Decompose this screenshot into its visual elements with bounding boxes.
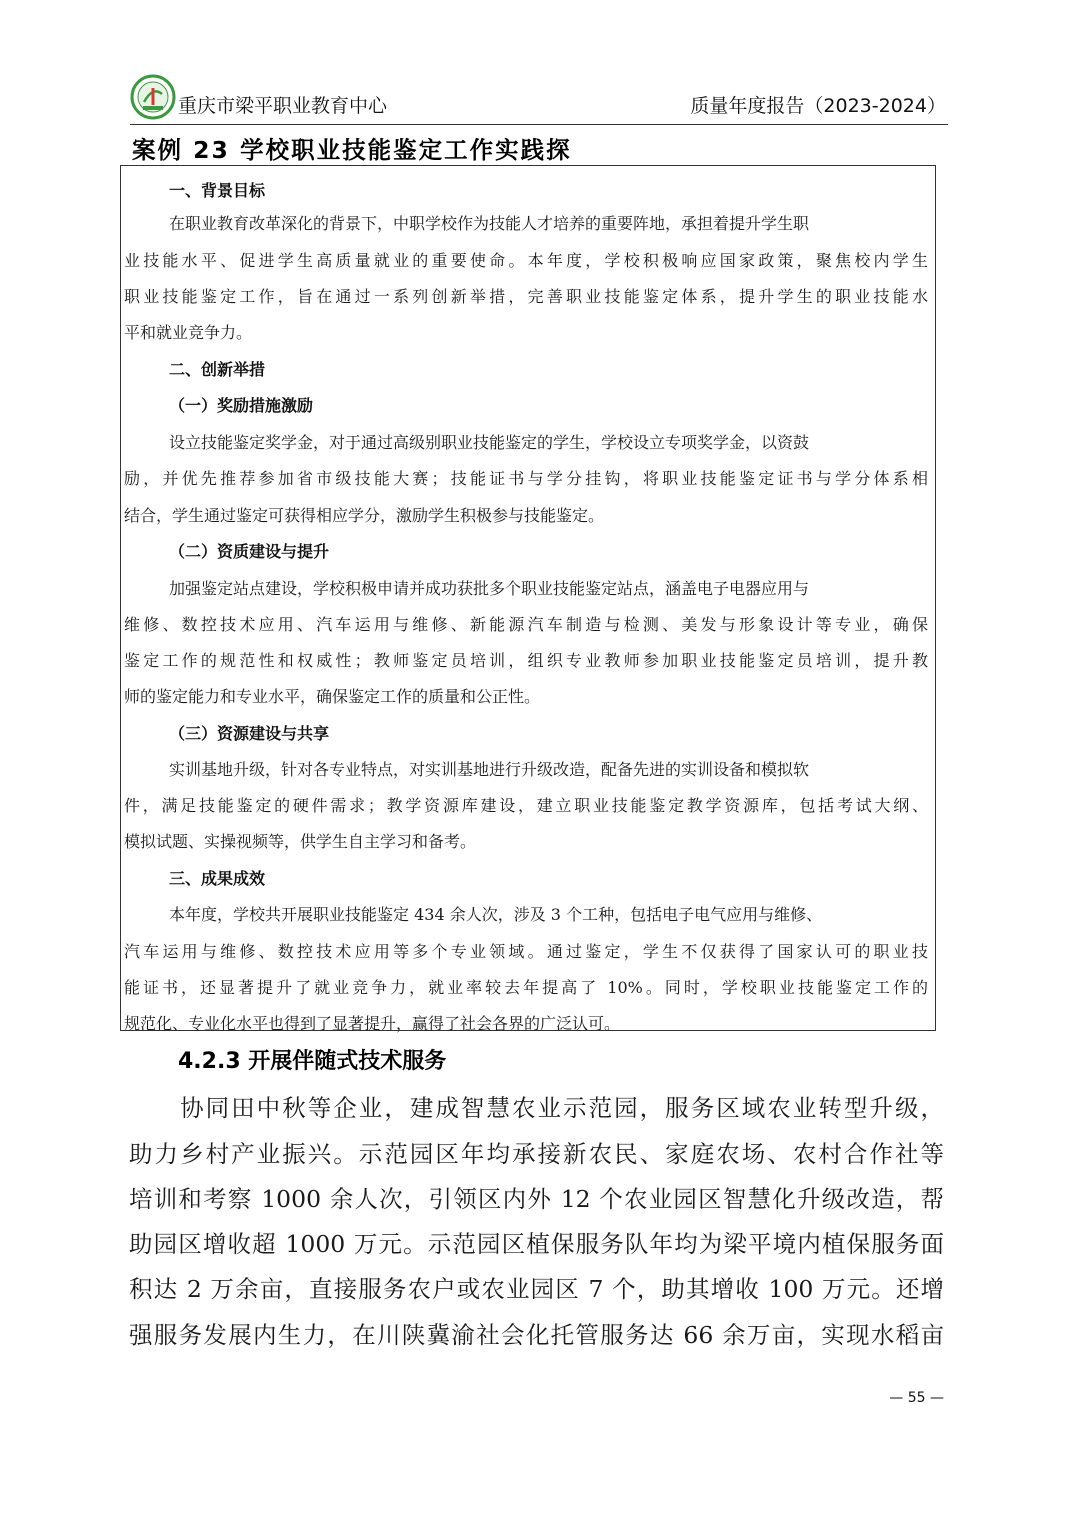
case-paragraph-line: 师的鉴定能力和专业水平，确保鉴定工作的质量和公正性。 xyxy=(124,687,541,706)
case-paragraph-line: 平和就业竞争力。 xyxy=(124,323,253,342)
case-paragraph-line: 加强鉴定站点建设，学校积极申请并成功获批多个职业技能鉴定站点，涵盖电子电器应用与 xyxy=(169,579,810,598)
case-paragraph-line: 规范化、专业化水平也得到了显著提升，赢得了社会各界的广泛认可。 xyxy=(124,1014,621,1033)
report-title: 质量年度报告（2023-2024） xyxy=(690,95,946,117)
school-logo-icon xyxy=(130,74,176,120)
case-subheading: 三、成果成效 xyxy=(169,869,266,888)
case-paragraph-line: 模拟试题、实操视频等，供学生自主学习和备考。 xyxy=(124,832,477,851)
case-paragraph-line: 励，并优先推荐参加省市级技能大赛；技能证书与学分挂钩，将职业技能鉴定证书与学分体系相 xyxy=(124,469,928,488)
page-header xyxy=(130,72,948,125)
case-paragraph-line: 鉴定工作的规范性和权威性；教师鉴定员培训，组织专业教师参加职业技能鉴定员培训，提升教 xyxy=(124,651,928,670)
case-paragraph-line: 结合，学生通过鉴定可获得相应学分，激励学生积极参与技能鉴定。 xyxy=(124,506,605,525)
body-paragraph-line: 强服务发展内生力，在川陕冀渝社会化托管服务达 66 余万亩，实现水稻亩 xyxy=(129,1321,944,1349)
case-subheading: （三）资源建设与共享 xyxy=(169,724,330,743)
school-name: 重庆市梁平职业教育中心 xyxy=(178,95,388,117)
section-title: 4.2.3 开展伴随式技术服务 xyxy=(178,1049,447,1074)
case-paragraph-line: 维修、数控技术应用、汽车运用与维修、新能源汽车制造与检测、美发与形象设计等专业，确保 xyxy=(124,615,928,634)
case-subheading: （一）奖励措施激励 xyxy=(169,396,314,415)
case-paragraph-line: 件，满足技能鉴定的硬件需求；教学资源库建设，建立职业技能鉴定教学资源库，包括考试大纲、 xyxy=(124,796,928,815)
case-box xyxy=(120,165,936,1031)
case-paragraph-line: 汽车运用与维修、数控技术应用等多个专业领域。通过鉴定，学生不仅获得了国家认可的职业技 xyxy=(124,942,928,961)
case-paragraph-line: 本年度，学校共开展职业技能鉴定 434 余人次，涉及 3 个工种，包括电子电气应用与维修、 xyxy=(169,905,823,924)
body-paragraph-line: 积达 2 万余亩，直接服务农户或农业园区 7 个，助其增收 100 万元。还增 xyxy=(129,1275,944,1303)
case-title: 案例 23 学校职业技能鉴定工作实践探 xyxy=(132,136,572,164)
case-subheading: 一、背景目标 xyxy=(169,181,266,200)
case-paragraph-line: 在职业教育改革深化的背景下，中职学校作为技能人才培养的重要阵地，承担着提升学生职 xyxy=(169,214,810,233)
case-subheading: （二）资质建设与提升 xyxy=(169,542,330,561)
case-subheading: 二、创新举措 xyxy=(169,360,266,379)
case-paragraph-line: 实训基地升级，针对各专业特点，对实训基地进行升级改造，配备先进的实训设备和模拟软 xyxy=(169,760,810,779)
body-paragraph-line: 协同田中秋等企业，建成智慧农业示范园，服务区域农业转型升级， xyxy=(129,1094,944,1122)
case-paragraph-line: 设立技能鉴定奖学金，对于通过高级别职业技能鉴定的学生，学校设立专项奖学金，以资鼓 xyxy=(169,433,810,452)
page-number: — 55 — xyxy=(889,1390,944,1406)
body-paragraph-line: 助园区增收超 1000 万元。示范园区植保服务队年均为梁平境内植保服务面 xyxy=(129,1230,944,1258)
body-paragraph-line: 培训和考察 1000 余人次，引领区内外 12 个农业园区智慧化升级改造，帮 xyxy=(129,1185,944,1213)
case-paragraph-line: 职业技能鉴定工作，旨在通过一系列创新举措，完善职业技能鉴定体系，提升学生的职业技能水 xyxy=(124,287,928,306)
case-paragraph-line: 能证书，还显著提升了就业竞争力，就业率较去年提高了 10%。同时，学校职业技能鉴定工作的 xyxy=(124,978,928,997)
case-paragraph-line: 业技能水平、促进学生高质量就业的重要使命。本年度，学校积极响应国家政策，聚焦校内学生 xyxy=(124,251,928,270)
body-paragraph-line: 助力乡村产业振兴。示范园区年均承接新农民、家庭农场、农村合作社等 xyxy=(129,1140,944,1168)
